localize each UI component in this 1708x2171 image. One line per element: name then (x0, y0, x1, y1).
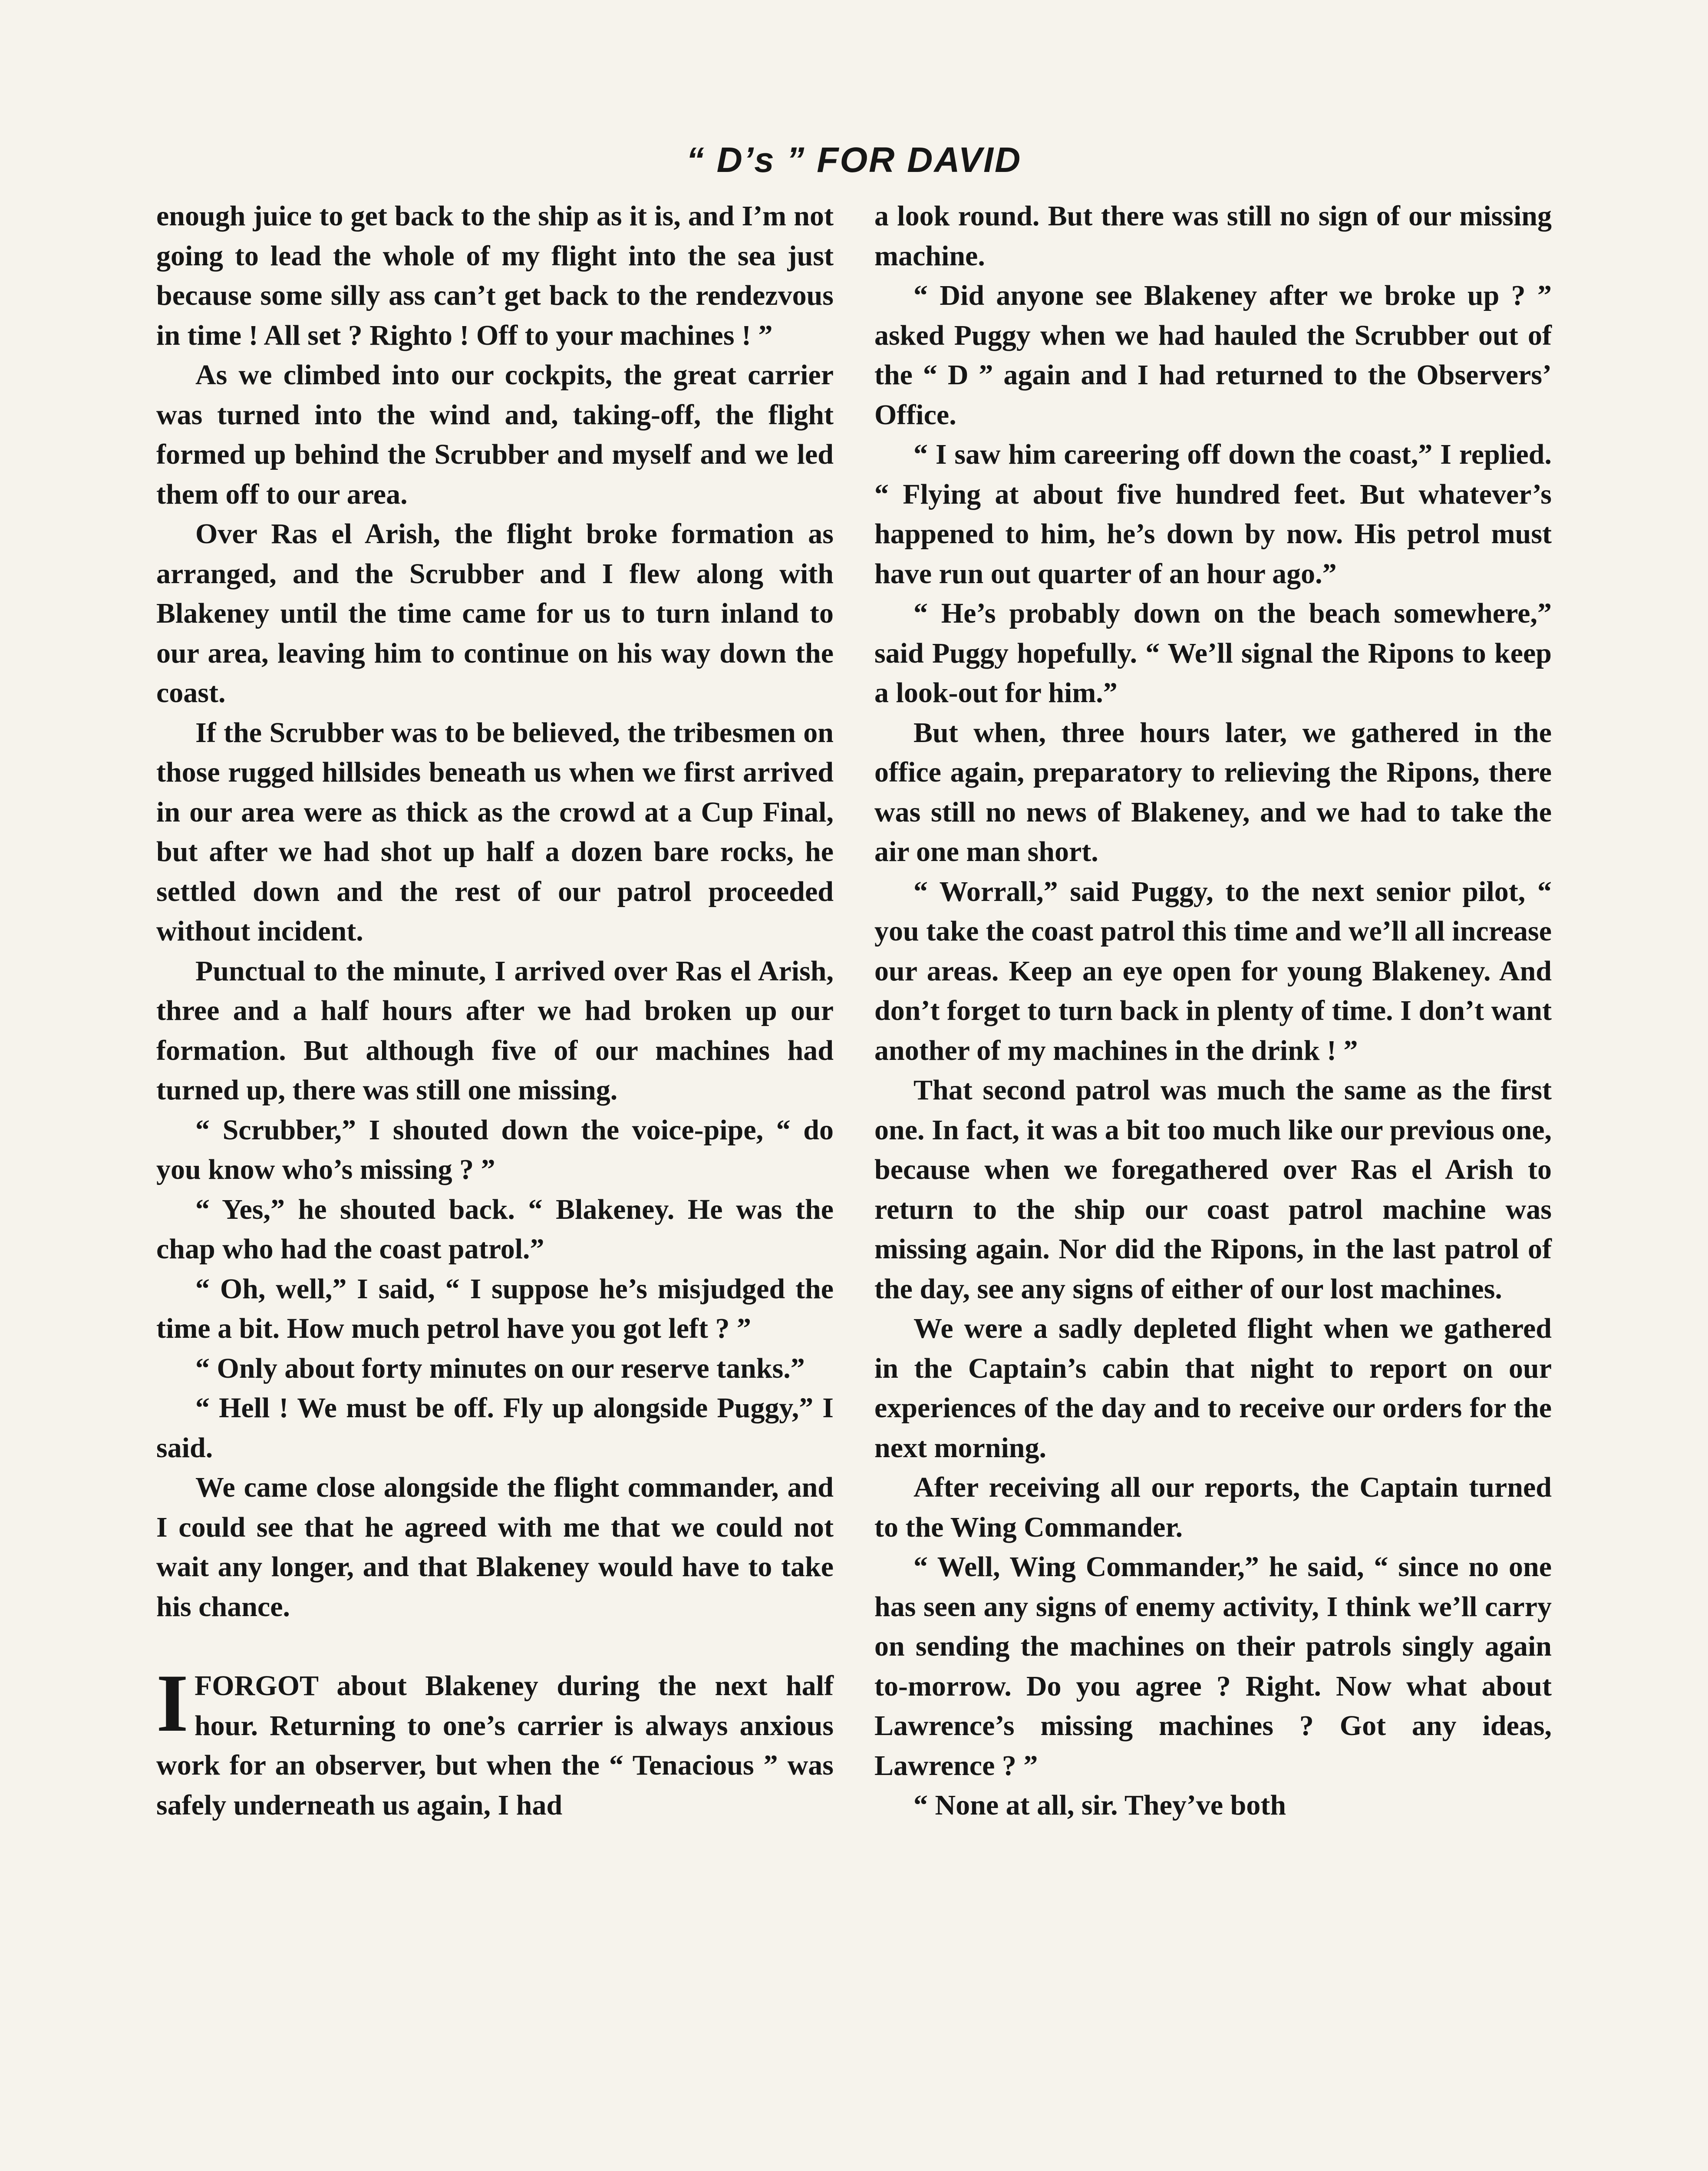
paragraph: “ Hell ! We must be off. Fly up alongside Puggy,” I said. (156, 1392, 834, 1464)
paragraph: “ Scrubber,” I shouted down the voice-pipe, “ do you know who’s missing ? ” (156, 1114, 834, 1185)
paragraph: “ None at all, sir. They’ve both (913, 1789, 1286, 1821)
left-column (156, 196, 834, 2171)
paragraph: a look round. But there was still no sign of our missing machine. (874, 200, 1552, 272)
paragraph: We came close alongside the flight commander, and I could see that he agreed with me that we could not wait any longer, and that Blakeney would have to take his chance. (156, 1472, 834, 1623)
paragraph: But when, three hours later, we gathered in the office again, preparatory to relieving the Ripons, there was still no news of Blakeney, and we had to take the air one man short. (874, 716, 1552, 868)
section-lead-word: FORGOT (194, 1670, 318, 1702)
paragraph: Punctual to the minute, I arrived over Ras el Arish, three and a half hours after we had broken up our formation. But although five of our machines had turned up, there was still one missing. (156, 955, 834, 1106)
section-opening-paragraph (156, 1658, 834, 1825)
paragraph: After receiving all our reports, the Captain turned to the Wing Commander. (874, 1472, 1552, 1543)
paragraph: That second patrol was much the same as the first one. In fact, it was a bit too much like our previous one, because when we foregathered over Ras el Arish to return to the ship our coast patrol machine was missing again. Nor did the Ripons, in the last patrol of the day, see any signs of either of our lost machines. (874, 1074, 1552, 1305)
text-columns (156, 196, 1552, 2171)
running-head: “ D’s ” FOR DAVID (686, 140, 1022, 180)
paragraph: “ Worrall,” said Puggy, to the next senior pilot, “ you take the coast patrol this time and we’ll all increase our areas. Keep an eye open for young Blakeney. And don’t forget to turn back in plenty of time. I don’t want another of my machines in the drink ! ” (874, 875, 1552, 1066)
paragraph: If the Scrubber was to be believed, the tribesmen on those rugged hillsides beneath us when we first arrived in our area were as thick as the crowd at a Cup Final, but after we had shot up half a dozen bare rocks, he settled down and the rest of our patrol proceeded without incident. (156, 716, 834, 947)
paragraph: “ Well, Wing Commander,” he said, “ since no one has seen any signs of enemy activity, I think we’ll carry on sending the machines on their patrols singly again to-morrow. Do you agree ? Right. Now what about Lawrence’s missing machines ? Got any ideas, Lawrence ? ” (874, 1551, 1552, 1782)
paragraph: “ Oh, well,” I said, “ I suppose he’s misjudged the time a bit. How much petrol have you got left ? ” (156, 1273, 834, 1344)
paragraph: “ I saw him careering off down the coast,” I replied. “ Flying at about five hundred feet. But whatever’s happened to him, he’s down by now. His petrol must have run out quarter of an hour ago.” (874, 439, 1552, 590)
paragraph: As we climbed into our cockpits, the great carrier was turned into the wind and, taking-off, the flight formed up behind the Scrubber and myself and we led them off to our area. (156, 359, 834, 510)
paragraph: We were a sadly depleted flight when we gathered in the Captain’s cabin that night to report on our experiences of the day and to receive our orders for the next morning. (874, 1313, 1552, 1464)
section-text: about Blakeney during the next half hour. Returning to one’s carrier is always anxious work for an observer, but when the “ Tenacious ” was safely underneath us again, I had (156, 1670, 834, 1821)
paragraph: “ Only about forty minutes on our reserve tanks.” (195, 1352, 805, 1384)
paragraph: “ Yes,” he shouted back. “ Blakeney. He was the chap who had the coast patrol.” (156, 1193, 834, 1265)
paragraph: enough juice to get back to the ship as it is, and I’m not going to lead the whole of my flight into the sea just because some silly ass can’t get back to the rendezvous in time ! All set ? Righto ! Off to your machines ! ” (156, 200, 834, 351)
paragraph: “ Did anyone see Blakeney after we broke up ? ” asked Puggy when we had hauled the Scrubber out of the “ D ” again and I had returned to the Observers’ Office. (874, 280, 1552, 431)
paragraph: Over Ras el Arish, the flight broke formation as arranged, and the Scrubber and I flew along with Blakeney until the time came for us to turn inland to our area, leaving him to continue on his way down the coast. (156, 518, 834, 709)
paragraph: “ He’s probably down on the beach somewhere,” said Puggy hopefully. “ We’ll signal the Ripons to keep a look-out for him.” (874, 597, 1552, 709)
right-column (874, 196, 1552, 2171)
drop-cap: I (156, 1658, 188, 1749)
